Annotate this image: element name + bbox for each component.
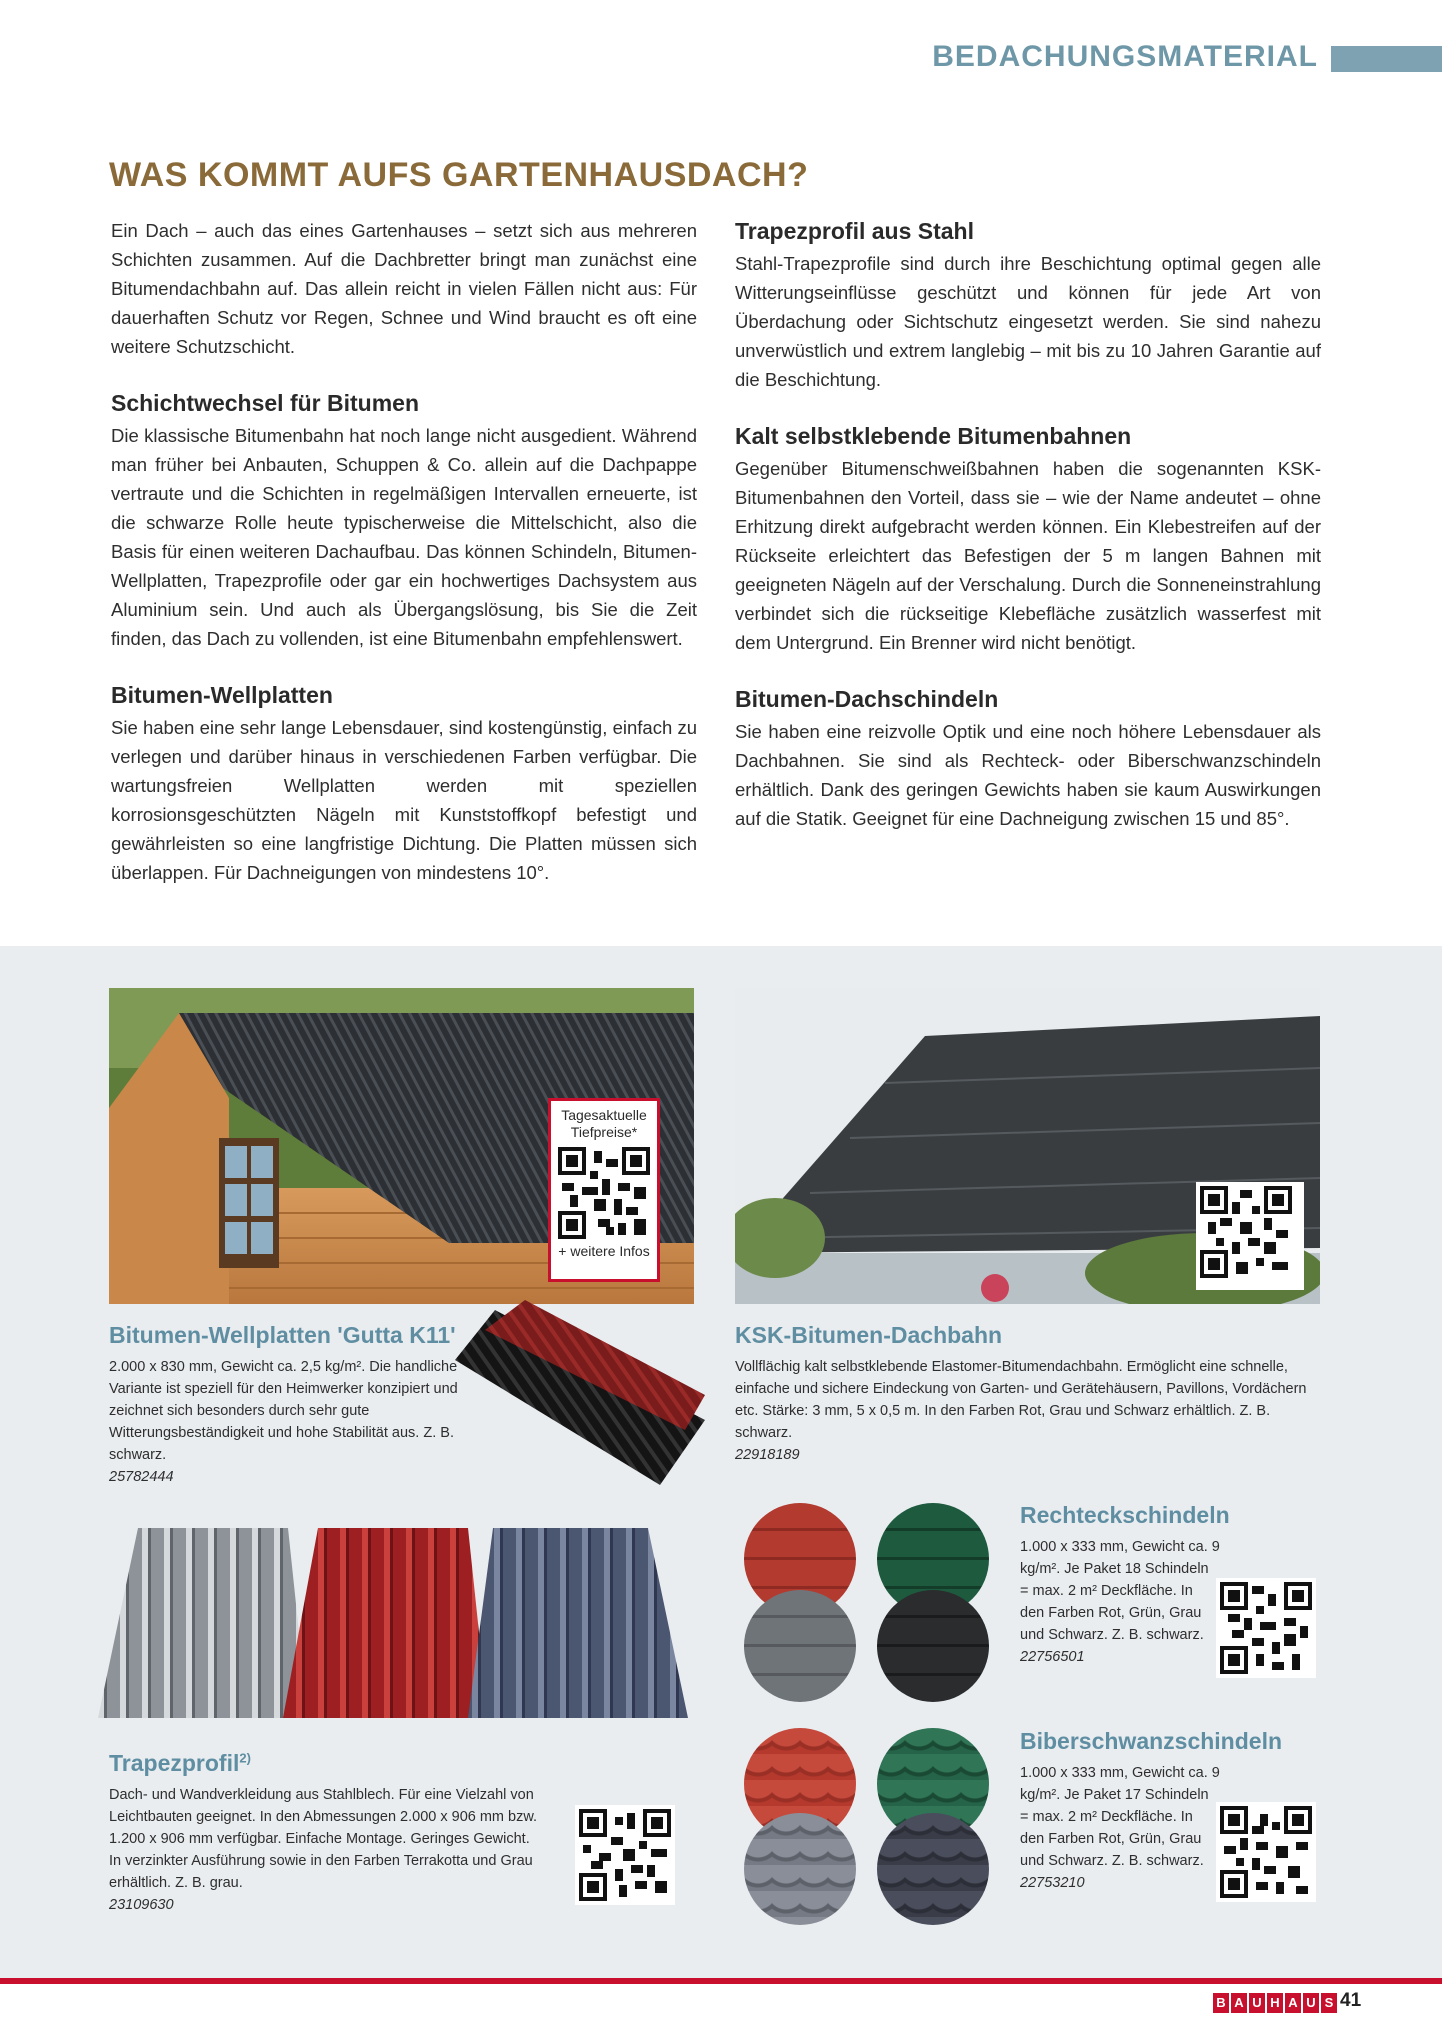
qr-code-rechteck-icon[interactable] bbox=[1216, 1578, 1316, 1678]
product-title-wellplatten: Bitumen-Wellplatten 'Gutta K11' bbox=[109, 1322, 456, 1348]
product-title-biberschwanz: Biberschwanzschindeln bbox=[1020, 1728, 1283, 1754]
product-desc-text: 1.000 x 333 mm, Gewicht ca. 9 kg/m². Je Paket 17 Schindeln = max. 2 m² Deckfläche. In den Farben Rot, Grün, Grau und Schwarz. Z. B. schwarz. bbox=[1020, 1765, 1220, 1869]
qr-badge-bottom-text: + weitere Infos bbox=[558, 1243, 650, 1259]
text-schichtwechsel: Die klassische Bitumenbahn hat noch lange nicht ausgedient. Während man früher bei Anbauten, Schuppen & Co. allein auf die Dachpappe vertraute und die Schichten in regelmäßigen Intervallen erneuerte, ist die schwarze Rolle heute typischerweise die Mittelschicht, also die Basis für einen weiteren Dachaufbau. Das können Schindeln, Bitumen-Wellplatten, Trapezprofile oder gar ein hochwertiges Dachsystem aus Aluminium sein. Und auch als Übergangslösung, bis Sie die Zeit finden, das Dach zu vollenden, ist eine Bitumenbahn empfehlenswert. bbox=[111, 425, 697, 649]
article-number: 22756501 bbox=[1020, 1649, 1085, 1665]
swatch-biber-grau bbox=[744, 1813, 856, 1925]
heading-wellplatten: Bitumen-Wellplatten bbox=[111, 682, 333, 708]
qr-code-icon bbox=[558, 1147, 650, 1239]
left-column bbox=[111, 216, 697, 887]
heading-trapezprofil: Trapezprofil aus Stahl bbox=[735, 218, 974, 244]
product-title-text: Trapezprofil bbox=[109, 1750, 240, 1776]
product-desc-trapezprofil bbox=[109, 1784, 539, 1916]
product-desc-biberschwanz bbox=[1020, 1762, 1220, 1894]
image-trapezprofil-sheets bbox=[98, 1528, 688, 1724]
logo-letter: A bbox=[1285, 1993, 1301, 2013]
product-title-ksk: KSK-Bitumen-Dachbahn bbox=[735, 1322, 1003, 1348]
product-desc-text: Dach- und Wandverkleidung aus Stahlblech. Für eine Vielzahl von Leichtbauten geeignet. In den Abmessungen 2.000 x 906 mm bzw. 1.200 x 906 mm verfügbar. Einfache Montage. Geringes Gewicht. In verzinkter Ausführung sowie in den Farben Terrakotta und Grau erhältlich. Z. B. grau. bbox=[109, 1787, 538, 1891]
logo-letter: A bbox=[1231, 1993, 1247, 2013]
section-title: BEDACHUNGSMATERIAL bbox=[932, 40, 1318, 73]
qr-badge-top-text: Tagesaktuelle Tiefpreise* bbox=[561, 1107, 647, 1140]
right-column bbox=[735, 216, 1321, 833]
product-desc-text: 1.000 x 333 mm, Gewicht ca. 9 kg/m². Je Paket 18 Schindeln = max. 2 m² Deckfläche. In den Farben Rot, Grün, Grau und Schwarz. Z. B. schwarz. bbox=[1020, 1539, 1220, 1643]
text-wellplatten: Sie haben eine sehr lange Lebensdauer, sind kostengünstig, einfach zu verlegen und darüber hinaus in verschiedenen Farben verfügbar. Die wartungsfreien Wellplatten werden mit speziellen korrosionsgeschützten Nägeln mit Kunststoffkopf befestigt und gewährleisten so eine langfristige Dichtung. Die Platten müssen sich überlappen. Für Dachneigungen von mindestens 10°. bbox=[111, 717, 697, 883]
section-bar bbox=[1331, 46, 1442, 72]
text-trapezprofil: Stahl-Trapezprofile sind durch ihre Beschichtung optimal gegen alle Witterungseinflüsse geschützt und können für jede Art von Überdachung oder Sichtschutz eingesetzt werden. Sie sind nahezu unverwüstlich und extrem langlebig – mit bis zu 10 Jahren Garantie auf die Beschichtung. bbox=[735, 253, 1321, 390]
footer-red-line bbox=[0, 1978, 1442, 1984]
product-desc-text: 2.000 x 830 mm, Gewicht ca. 2,5 kg/m². Die handliche Variante ist speziell für den Heimwerker konzipiert und zeichnet sich besonders durch sehr gute Witterungsbeständigkeit und hohe Stabilität aus. Z. B. schwarz. bbox=[109, 1359, 458, 1463]
text-dachschindeln: Sie haben eine reizvolle Optik und eine noch höhere Lebensdauer als Dachbahnen. Sie sind als Rechteck- oder Biberschwanzschindeln erhältlich. Dank des geringen Gewichts haben sie kaum Auswirkungen auf die Statik. Geeignet für eine Dachneigung zwischen 15 und 85°. bbox=[735, 721, 1321, 829]
footnote-marker: 2) bbox=[239, 1750, 251, 1766]
article-number: 22918189 bbox=[735, 1447, 800, 1463]
article-number: 22753210 bbox=[1020, 1875, 1085, 1891]
logo-letter: H bbox=[1267, 1993, 1283, 2013]
page-title: WAS KOMMT AUFS GARTENHAUSDACH? bbox=[109, 156, 809, 194]
logo-letter: U bbox=[1303, 1993, 1319, 2013]
logo-letter: B bbox=[1213, 1993, 1229, 2013]
swatch-rechteck-schwarz bbox=[877, 1590, 989, 1702]
page-number: 41 bbox=[1340, 1990, 1362, 2011]
heading-dachschindeln: Bitumen-Dachschindeln bbox=[735, 686, 999, 712]
product-desc-ksk bbox=[735, 1356, 1325, 1466]
product-desc-rechteckschindeln bbox=[1020, 1536, 1220, 1668]
image-wellplatten-sheets bbox=[455, 1300, 705, 1500]
qr-code-trapezprofil-icon[interactable] bbox=[575, 1805, 675, 1905]
heading-schichtwechsel: Schichtwechsel für Bitumen bbox=[111, 390, 420, 416]
swatch-rechteck-grau bbox=[744, 1590, 856, 1702]
qr-badge[interactable] bbox=[548, 1098, 660, 1282]
logo-letter: S bbox=[1321, 1993, 1337, 2013]
intro-text: Ein Dach – auch das eines Gartenhauses – setzt sich aus mehreren Schichten zusammen. Auf die Dachbretter bringt man zunächst eine Bitumendachbahn auf. Das allein reicht in vielen Fällen nicht aus: Für dauerhaften Schutz vor Regen, Schnee und Wind braucht es oft eine weitere Schutzschicht. bbox=[111, 220, 697, 357]
heading-ksk: Kalt selbstklebende Bitumenbahnen bbox=[735, 423, 1132, 449]
qr-code-biber-icon[interactable] bbox=[1216, 1802, 1316, 1902]
swatch-biber-schwarz bbox=[877, 1813, 989, 1925]
text-ksk: Gegenüber Bitumenschweißbahnen haben die sogenannten KSK-Bitumenbahnen den Vorteil, dass sie – wie der Name andeutet – ohne Erhitzung direkt aufgebracht werden können. Ein Klebestreifen auf der Rückseite erleichtert das Befestigen der 5 m langen Bahnen mit geeigneten Nägeln auf der Verschalung. Durch die Sonneneinstrahlung verbindet sich die rückseitige Klebefläche zusätzlich wasserfest mit dem Untergrund. Ein Brenner wird nicht benötigt. bbox=[735, 458, 1321, 653]
qr-code-ksk-icon[interactable] bbox=[1196, 1182, 1304, 1290]
product-desc-text: Vollflächig kalt selbstklebende Elastomer-Bitumendachbahn. Ermöglicht eine schnelle, einfache und sichere Eindeckung von Garten- und Gerätehäusern, Pavillons, Vordächern etc. Stärke: 3 mm, 5 x 0,5 m. In den Farben Rot, Grau und Schwarz erhältlich. Z. B. schwarz. bbox=[735, 1359, 1307, 1441]
logo-letter: U bbox=[1249, 1993, 1265, 2013]
product-desc-wellplatten bbox=[109, 1356, 489, 1488]
product-title-trapezprofil bbox=[109, 1750, 251, 1777]
article-number: 25782444 bbox=[109, 1469, 174, 1485]
bauhaus-logo bbox=[1213, 1993, 1337, 2013]
article-number: 23109630 bbox=[109, 1897, 174, 1913]
product-title-rechteckschindeln: Rechteckschindeln bbox=[1020, 1502, 1230, 1528]
